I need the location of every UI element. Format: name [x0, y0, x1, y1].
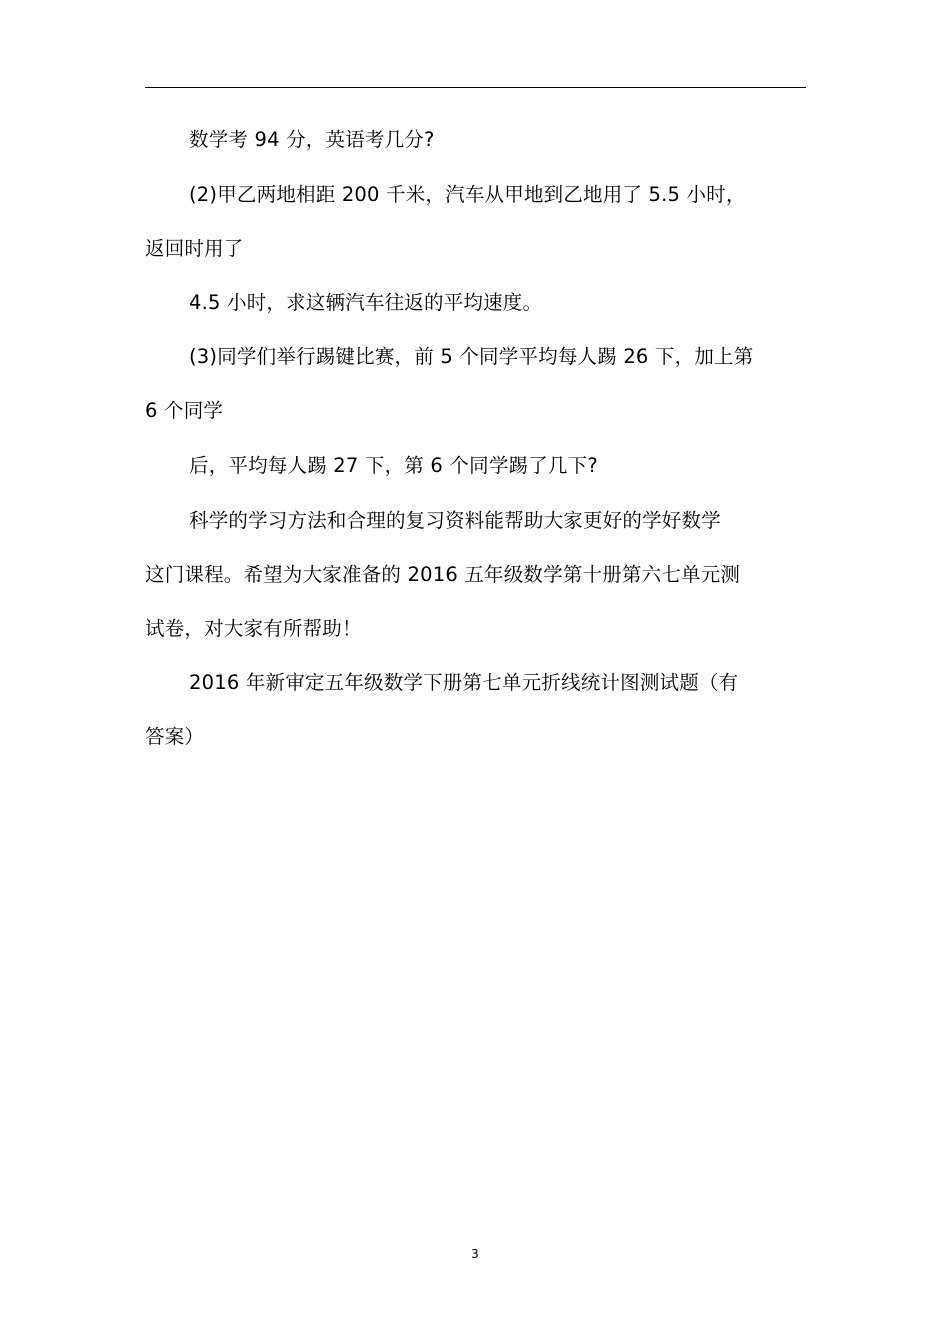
text-line-2: (2)甲乙两地相距 200 千米，汽车从甲地到乙地用了 5.5 小时， [189, 183, 746, 206]
page-number: 3 [471, 1247, 479, 1261]
text-line-11: 2016 年新审定五年级数学下册第七单元折线统计图测试题（有 [189, 671, 739, 694]
text-line-7: 后，平均每人踢 27 下，第 6 个同学踢了几下? [189, 454, 598, 477]
text-line-1: 数学考 94 分，英语考几分? [189, 128, 435, 151]
text-line-8: 科学的学习方法和合理的复习资料能帮助大家更好的学好数学 [189, 509, 721, 532]
header-rule [145, 87, 806, 88]
text-line-6: 6 个同学 [145, 399, 224, 422]
text-line-12: 答案） [145, 725, 205, 748]
text-line-9: 这门课程。希望为大家准备的 2016 五年级数学第十册第六七单元测 [145, 563, 741, 586]
text-line-5: (3)同学们举行踢键比赛，前 5 个同学平均每人踢 26 下，加上第 [189, 345, 754, 368]
text-line-4: 4.5 小时，求这辆汽车往返的平均速度。 [189, 291, 543, 314]
text-line-10: 试卷，对大家有所帮助！ [145, 617, 362, 640]
text-line-3: 返回时用了 [145, 237, 244, 260]
